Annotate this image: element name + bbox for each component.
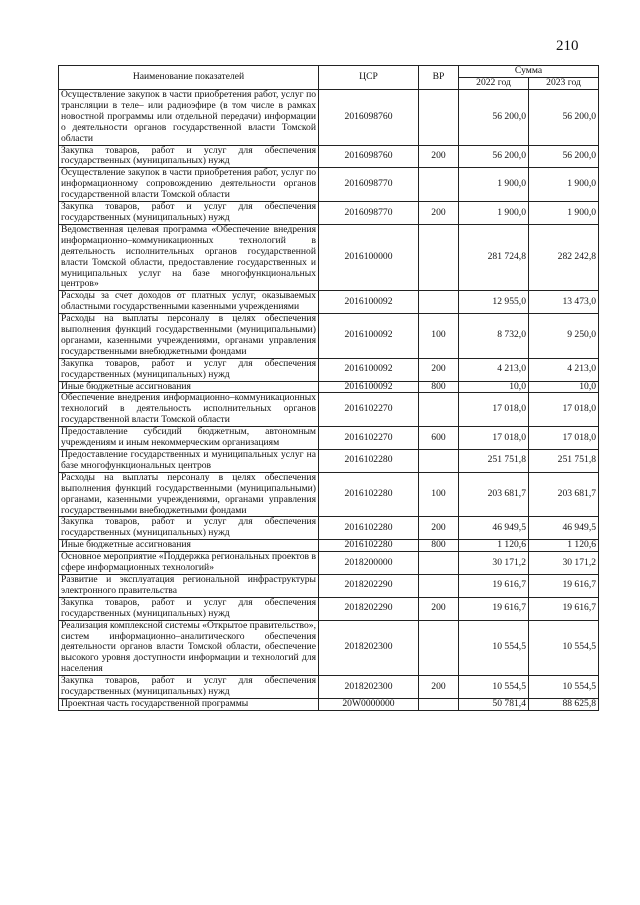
row-2022-cell: 50 781,4 xyxy=(459,698,529,710)
table-row xyxy=(59,393,599,427)
row-csr-cell: 2018202290 xyxy=(319,574,419,597)
table-row xyxy=(59,358,599,381)
table-row xyxy=(59,314,599,359)
row-vr-cell: 200 xyxy=(419,202,459,225)
row-csr-cell: 2016098770 xyxy=(319,202,419,225)
row-name-cell: Осуществление закупок в части приобретения работ, услуг по информационному сопровождению деятельности органов государственной власти Томской области xyxy=(59,168,319,202)
row-name-cell: Предоставление государственных и муниципальных услуг на базе многофункциональных центров xyxy=(59,450,319,473)
table-row xyxy=(59,574,599,597)
row-csr-cell: 2016102270 xyxy=(319,393,419,427)
row-2022-cell: 4 213,0 xyxy=(459,358,529,381)
row-name-cell: Ведомственная целевая программа «Обеспечение внедрения информационно–коммуникационных технологий в деятельность исполнительных органов государственной власти Томской области, предоставление государственных и муниципальных услуг на базе многофункциональных центров» xyxy=(59,224,319,290)
row-csr-cell: 2018202300 xyxy=(319,676,419,699)
row-name-cell: Развитие и эксплуатация региональной инфраструктуры электронного правительства xyxy=(59,574,319,597)
row-vr-cell xyxy=(419,90,459,146)
row-vr-cell xyxy=(419,698,459,710)
row-2022-cell: 19 616,7 xyxy=(459,597,529,620)
row-vr-cell: 200 xyxy=(419,676,459,699)
table-row xyxy=(59,202,599,225)
row-name-cell: Закупка товаров, работ и услуг для обеспечения государственных (муниципальных) нужд xyxy=(59,597,319,620)
row-2023-cell: 10 554,5 xyxy=(529,620,599,676)
row-2023-cell: 282 242,8 xyxy=(529,224,599,290)
header-vr: ВР xyxy=(419,66,459,90)
row-2022-cell: 8 732,0 xyxy=(459,314,529,359)
row-2022-cell: 56 200,0 xyxy=(459,145,529,168)
row-name-cell: Закупка товаров, работ и услуг для обеспечения государственных (муниципальных) нужд xyxy=(59,676,319,699)
row-name-cell: Закупка товаров, работ и услуг для обеспечения государственных (муниципальных) нужд xyxy=(59,358,319,381)
row-csr-cell: 2018202290 xyxy=(319,597,419,620)
row-2022-cell: 251 751,8 xyxy=(459,450,529,473)
row-2023-cell: 17 018,0 xyxy=(529,393,599,427)
row-2023-cell: 203 681,7 xyxy=(529,472,599,517)
table-row xyxy=(59,698,599,710)
row-csr-cell: 2016100000 xyxy=(319,224,419,290)
row-name-cell: Основное мероприятие «Поддержка региональных проектов в сфере информационных технологий» xyxy=(59,552,319,575)
table-row xyxy=(59,90,599,146)
row-csr-cell: 2016102280 xyxy=(319,517,419,540)
page-number: 210 xyxy=(556,38,579,54)
row-vr-cell xyxy=(419,552,459,575)
row-name-cell: Закупка товаров, работ и услуг для обеспечения государственных (муниципальных) нужд xyxy=(59,202,319,225)
row-name-cell: Закупка товаров, работ и услуг для обеспечения государственных (муниципальных) нужд xyxy=(59,145,319,168)
row-2022-cell: 1 900,0 xyxy=(459,168,529,202)
row-2023-cell: 4 213,0 xyxy=(529,358,599,381)
row-name-cell: Иные бюджетные ассигнования xyxy=(59,540,319,552)
row-2023-cell: 9 250,0 xyxy=(529,314,599,359)
row-csr-cell: 2016100092 xyxy=(319,358,419,381)
row-name-cell: Предоставление субсидий бюджетным, автономным учреждениям и иным некоммерческим организациям xyxy=(59,427,319,450)
row-csr-cell: 2016102280 xyxy=(319,450,419,473)
row-vr-cell: 200 xyxy=(419,145,459,168)
row-2023-cell: 17 018,0 xyxy=(529,427,599,450)
row-vr-cell: 200 xyxy=(419,597,459,620)
table-row xyxy=(59,676,599,699)
row-2023-cell: 46 949,5 xyxy=(529,517,599,540)
budget-table xyxy=(58,65,599,711)
row-vr-cell: 600 xyxy=(419,427,459,450)
row-csr-cell: 2016102270 xyxy=(319,427,419,450)
row-2023-cell: 19 616,7 xyxy=(529,574,599,597)
header-sum: Сумма xyxy=(459,66,599,78)
row-2022-cell: 1 900,0 xyxy=(459,202,529,225)
row-csr-cell: 2016102280 xyxy=(319,540,419,552)
table-row xyxy=(59,620,599,676)
row-2023-cell: 1 900,0 xyxy=(529,168,599,202)
table-row xyxy=(59,224,599,290)
table-row xyxy=(59,552,599,575)
table-row xyxy=(59,597,599,620)
row-2023-cell: 251 751,8 xyxy=(529,450,599,473)
row-name-cell: Расходы на выплаты персоналу в целях обеспечения выполнения функций государственными (муниципальными) органами, казенными учреждениями, органами управления государственными внебюджетными фондами xyxy=(59,314,319,359)
row-2022-cell: 19 616,7 xyxy=(459,574,529,597)
table-row xyxy=(59,540,599,552)
row-2022-cell: 46 949,5 xyxy=(459,517,529,540)
row-csr-cell: 2016098770 xyxy=(319,168,419,202)
row-csr-cell: 2016100092 xyxy=(319,314,419,359)
row-name-cell: Осуществление закупок в части приобретения работ, услуг по трансляции в теле– или радиоэфире (в том числе в рамках новостной программы или отдельной передачи) информации о деятельности органов государственной власти Томской области xyxy=(59,90,319,146)
row-vr-cell xyxy=(419,450,459,473)
table-row xyxy=(59,427,599,450)
row-vr-cell xyxy=(419,291,459,314)
row-2022-cell: 17 018,0 xyxy=(459,393,529,427)
row-2022-cell: 10 554,5 xyxy=(459,620,529,676)
row-vr-cell: 100 xyxy=(419,314,459,359)
row-2023-cell: 10,0 xyxy=(529,381,599,393)
row-2022-cell: 10 554,5 xyxy=(459,676,529,699)
row-2022-cell: 203 681,7 xyxy=(459,472,529,517)
table-row xyxy=(59,517,599,540)
row-2022-cell: 1 120,6 xyxy=(459,540,529,552)
row-vr-cell: 200 xyxy=(419,358,459,381)
row-csr-cell: 2016098760 xyxy=(319,90,419,146)
table-row xyxy=(59,145,599,168)
header-csr: ЦСР xyxy=(319,66,419,90)
table-row xyxy=(59,381,599,393)
row-vr-cell xyxy=(419,574,459,597)
row-name-cell: Закупка товаров, работ и услуг для обеспечения государственных (муниципальных) нужд xyxy=(59,517,319,540)
row-2022-cell: 56 200,0 xyxy=(459,90,529,146)
row-csr-cell: 2018202300 xyxy=(319,620,419,676)
row-2022-cell: 17 018,0 xyxy=(459,427,529,450)
row-2023-cell: 30 171,2 xyxy=(529,552,599,575)
row-vr-cell: 800 xyxy=(419,381,459,393)
row-name-cell: Расходы на выплаты персоналу в целях обеспечения выполнения функций государственными (муниципальными) органами, казенными учреждениями, органами управления государственными внебюджетными фондами xyxy=(59,472,319,517)
row-2022-cell: 281 724,8 xyxy=(459,224,529,290)
row-vr-cell xyxy=(419,393,459,427)
header-year-2022: 2022 год xyxy=(459,78,529,90)
row-2023-cell: 56 200,0 xyxy=(529,90,599,146)
row-vr-cell: 800 xyxy=(419,540,459,552)
row-csr-cell: 2016100092 xyxy=(319,291,419,314)
header-name: Наименование показателей xyxy=(59,66,319,90)
row-csr-cell: 2016102280 xyxy=(319,472,419,517)
row-2022-cell: 12 955,0 xyxy=(459,291,529,314)
row-vr-cell xyxy=(419,168,459,202)
row-csr-cell: 2016100092 xyxy=(319,381,419,393)
row-2023-cell: 1 120,6 xyxy=(529,540,599,552)
row-name-cell: Реализация комплексной системы «Открытое правительство», систем информационно–аналитического обеспечения деятельности органов власти Томской области, обеспечение высокого уровня доступности информации и технологий для населения xyxy=(59,620,319,676)
table-row xyxy=(59,472,599,517)
row-name-cell: Расходы за счет доходов от платных услуг, оказываемых областными государственными казенными учреждениями xyxy=(59,291,319,314)
row-vr-cell: 100 xyxy=(419,472,459,517)
row-2023-cell: 56 200,0 xyxy=(529,145,599,168)
table-row xyxy=(59,168,599,202)
row-2023-cell: 1 900,0 xyxy=(529,202,599,225)
row-2023-cell: 13 473,0 xyxy=(529,291,599,314)
row-2023-cell: 10 554,5 xyxy=(529,676,599,699)
row-vr-cell xyxy=(419,224,459,290)
row-csr-cell: 2018200000 xyxy=(319,552,419,575)
table-row xyxy=(59,291,599,314)
row-2022-cell: 10,0 xyxy=(459,381,529,393)
table-row xyxy=(59,450,599,473)
row-name-cell: Обеспечение внедрения информационно–коммуникационных технологий в деятельность исполнительных органов государственной власти Томской области xyxy=(59,393,319,427)
row-csr-cell: 2016098760 xyxy=(319,145,419,168)
row-vr-cell: 200 xyxy=(419,517,459,540)
row-2023-cell: 88 625,8 xyxy=(529,698,599,710)
header-year-2023: 2023 год xyxy=(529,78,599,90)
row-name-cell: Проектная часть государственной программы xyxy=(59,698,319,710)
row-csr-cell: 20W0000000 xyxy=(319,698,419,710)
row-2022-cell: 30 171,2 xyxy=(459,552,529,575)
row-name-cell: Иные бюджетные ассигнования xyxy=(59,381,319,393)
row-vr-cell xyxy=(419,620,459,676)
row-2023-cell: 19 616,7 xyxy=(529,597,599,620)
